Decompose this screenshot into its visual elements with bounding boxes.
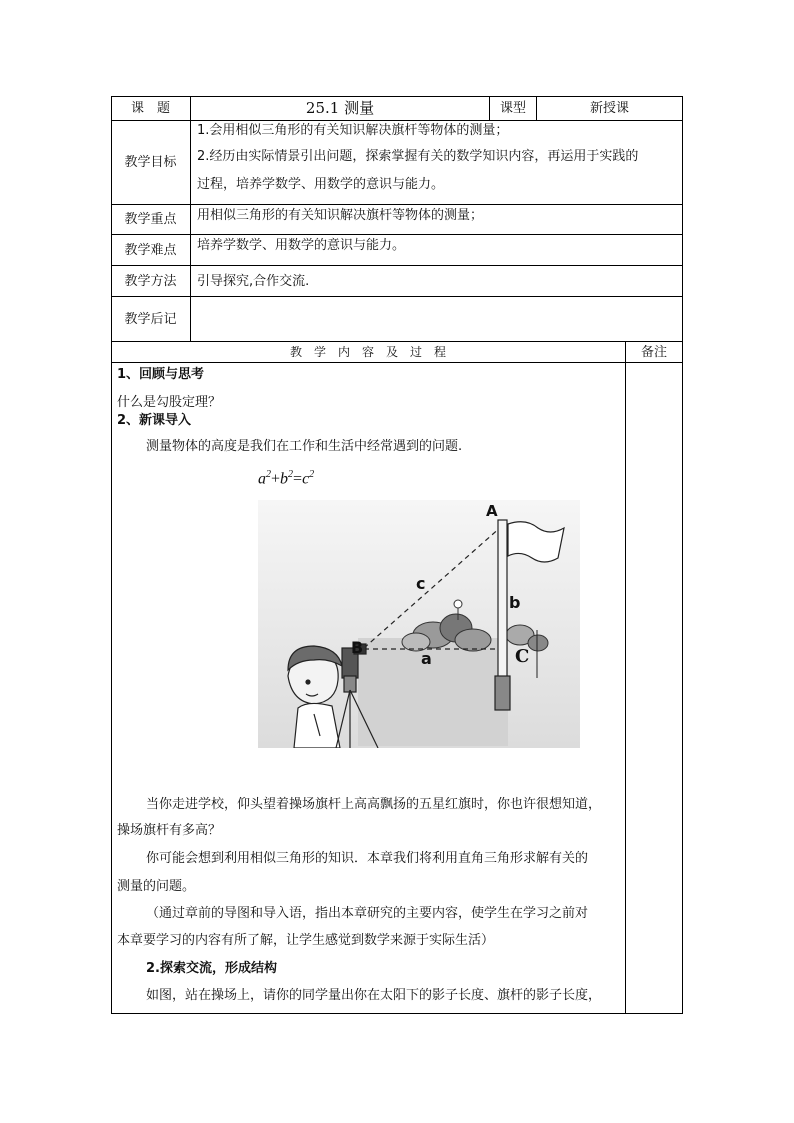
label-side-a: a: [421, 649, 432, 668]
paragraph-line: 当你走进学校，仰头望着操场旗杆上高高飘扬的五星红旗时，你也许很想知道，: [146, 797, 602, 812]
lesson-type-label: 课型: [499, 101, 526, 116]
review-question: 什么是勾股定理？: [117, 395, 222, 410]
ground-panel: [358, 638, 508, 746]
paragraph-line: 如图，站在操场上，请你的同学量出你在太阳下的影子长度、旗杆的影子长度，: [146, 988, 602, 1003]
label-point-A: A: [486, 502, 498, 520]
pythagorean-formula: $a^2+b^2=c^2$: [258, 469, 315, 488]
row-divider: [111, 362, 683, 363]
lesson-type-value: 新授课: [589, 101, 629, 116]
goal-line: 过程，培养学数学、用数学的意识与能力。: [197, 177, 445, 192]
label-side-b: b: [509, 593, 521, 612]
paragraph-line: 你可能会想到利用相似三角形的知识．本章我们将利用直角三角形求解有关的: [146, 851, 589, 866]
label-point-C: C: [515, 646, 530, 667]
column-divider: [190, 96, 191, 342]
paragraph-line: 测量的问题。: [117, 879, 196, 894]
goals-label: 教学目标: [124, 155, 177, 170]
method-value: 引导探究,合作交流.: [197, 274, 310, 289]
topic-label: 课 题: [130, 101, 170, 116]
label-point-B: B: [351, 638, 364, 657]
goal-line: 1.会用相似三角形的有关知识解决旗杆等物体的测量；: [197, 123, 509, 138]
column-divider: [625, 341, 626, 1014]
row-divider: [111, 120, 683, 121]
table-border-bottom: [111, 1013, 683, 1014]
method-label: 教学方法: [124, 273, 177, 289]
paragraph-line: （通过章前的导图和导入语，指出本章研究的主要内容，使学生在学习之前对: [146, 906, 589, 921]
intro-text: 测量物体的高度是我们在工作和生活中经常遇到的问题.: [146, 439, 463, 454]
section-intro-title: 2、新课导入: [117, 413, 192, 428]
after-notes-label: 教学后记: [124, 311, 177, 327]
key-point-value: 用相似三角形的有关知识解决旗杆等物体的测量；: [197, 208, 484, 223]
difficulty-label: 教学难点: [124, 242, 177, 258]
row-divider: [111, 296, 683, 297]
label-side-c: c: [416, 574, 426, 593]
difficulty-value: 培养学数学、用数学的意识与能力。: [197, 238, 406, 253]
paragraph-line: 操场旗杆有多高？: [117, 823, 222, 838]
flagpole-measurement-illustration: [258, 500, 580, 748]
content-header: 教 学 内 容 及 过 程: [289, 345, 446, 359]
section-explore-title: 2.探索交流，形成结构: [146, 961, 277, 976]
goal-line: 2.经历由实际情景引出问题，探索掌握有关的数学知识内容，再运用于实践的: [197, 149, 639, 164]
section-review-title: 1、回顾与思考: [117, 367, 205, 382]
row-divider: [111, 204, 683, 205]
row-divider: [111, 265, 683, 266]
flagpole: [498, 520, 507, 680]
flagpole-base: [495, 676, 510, 710]
key-point-label: 教学重点: [124, 212, 177, 227]
topic-value: 25.1 测量: [305, 99, 375, 117]
remarks-header: 备注: [640, 344, 667, 360]
row-divider: [111, 234, 683, 235]
paragraph-line: 本章要学习的内容有所了解，让学生感觉到数学来源于实际生活）: [117, 933, 495, 948]
